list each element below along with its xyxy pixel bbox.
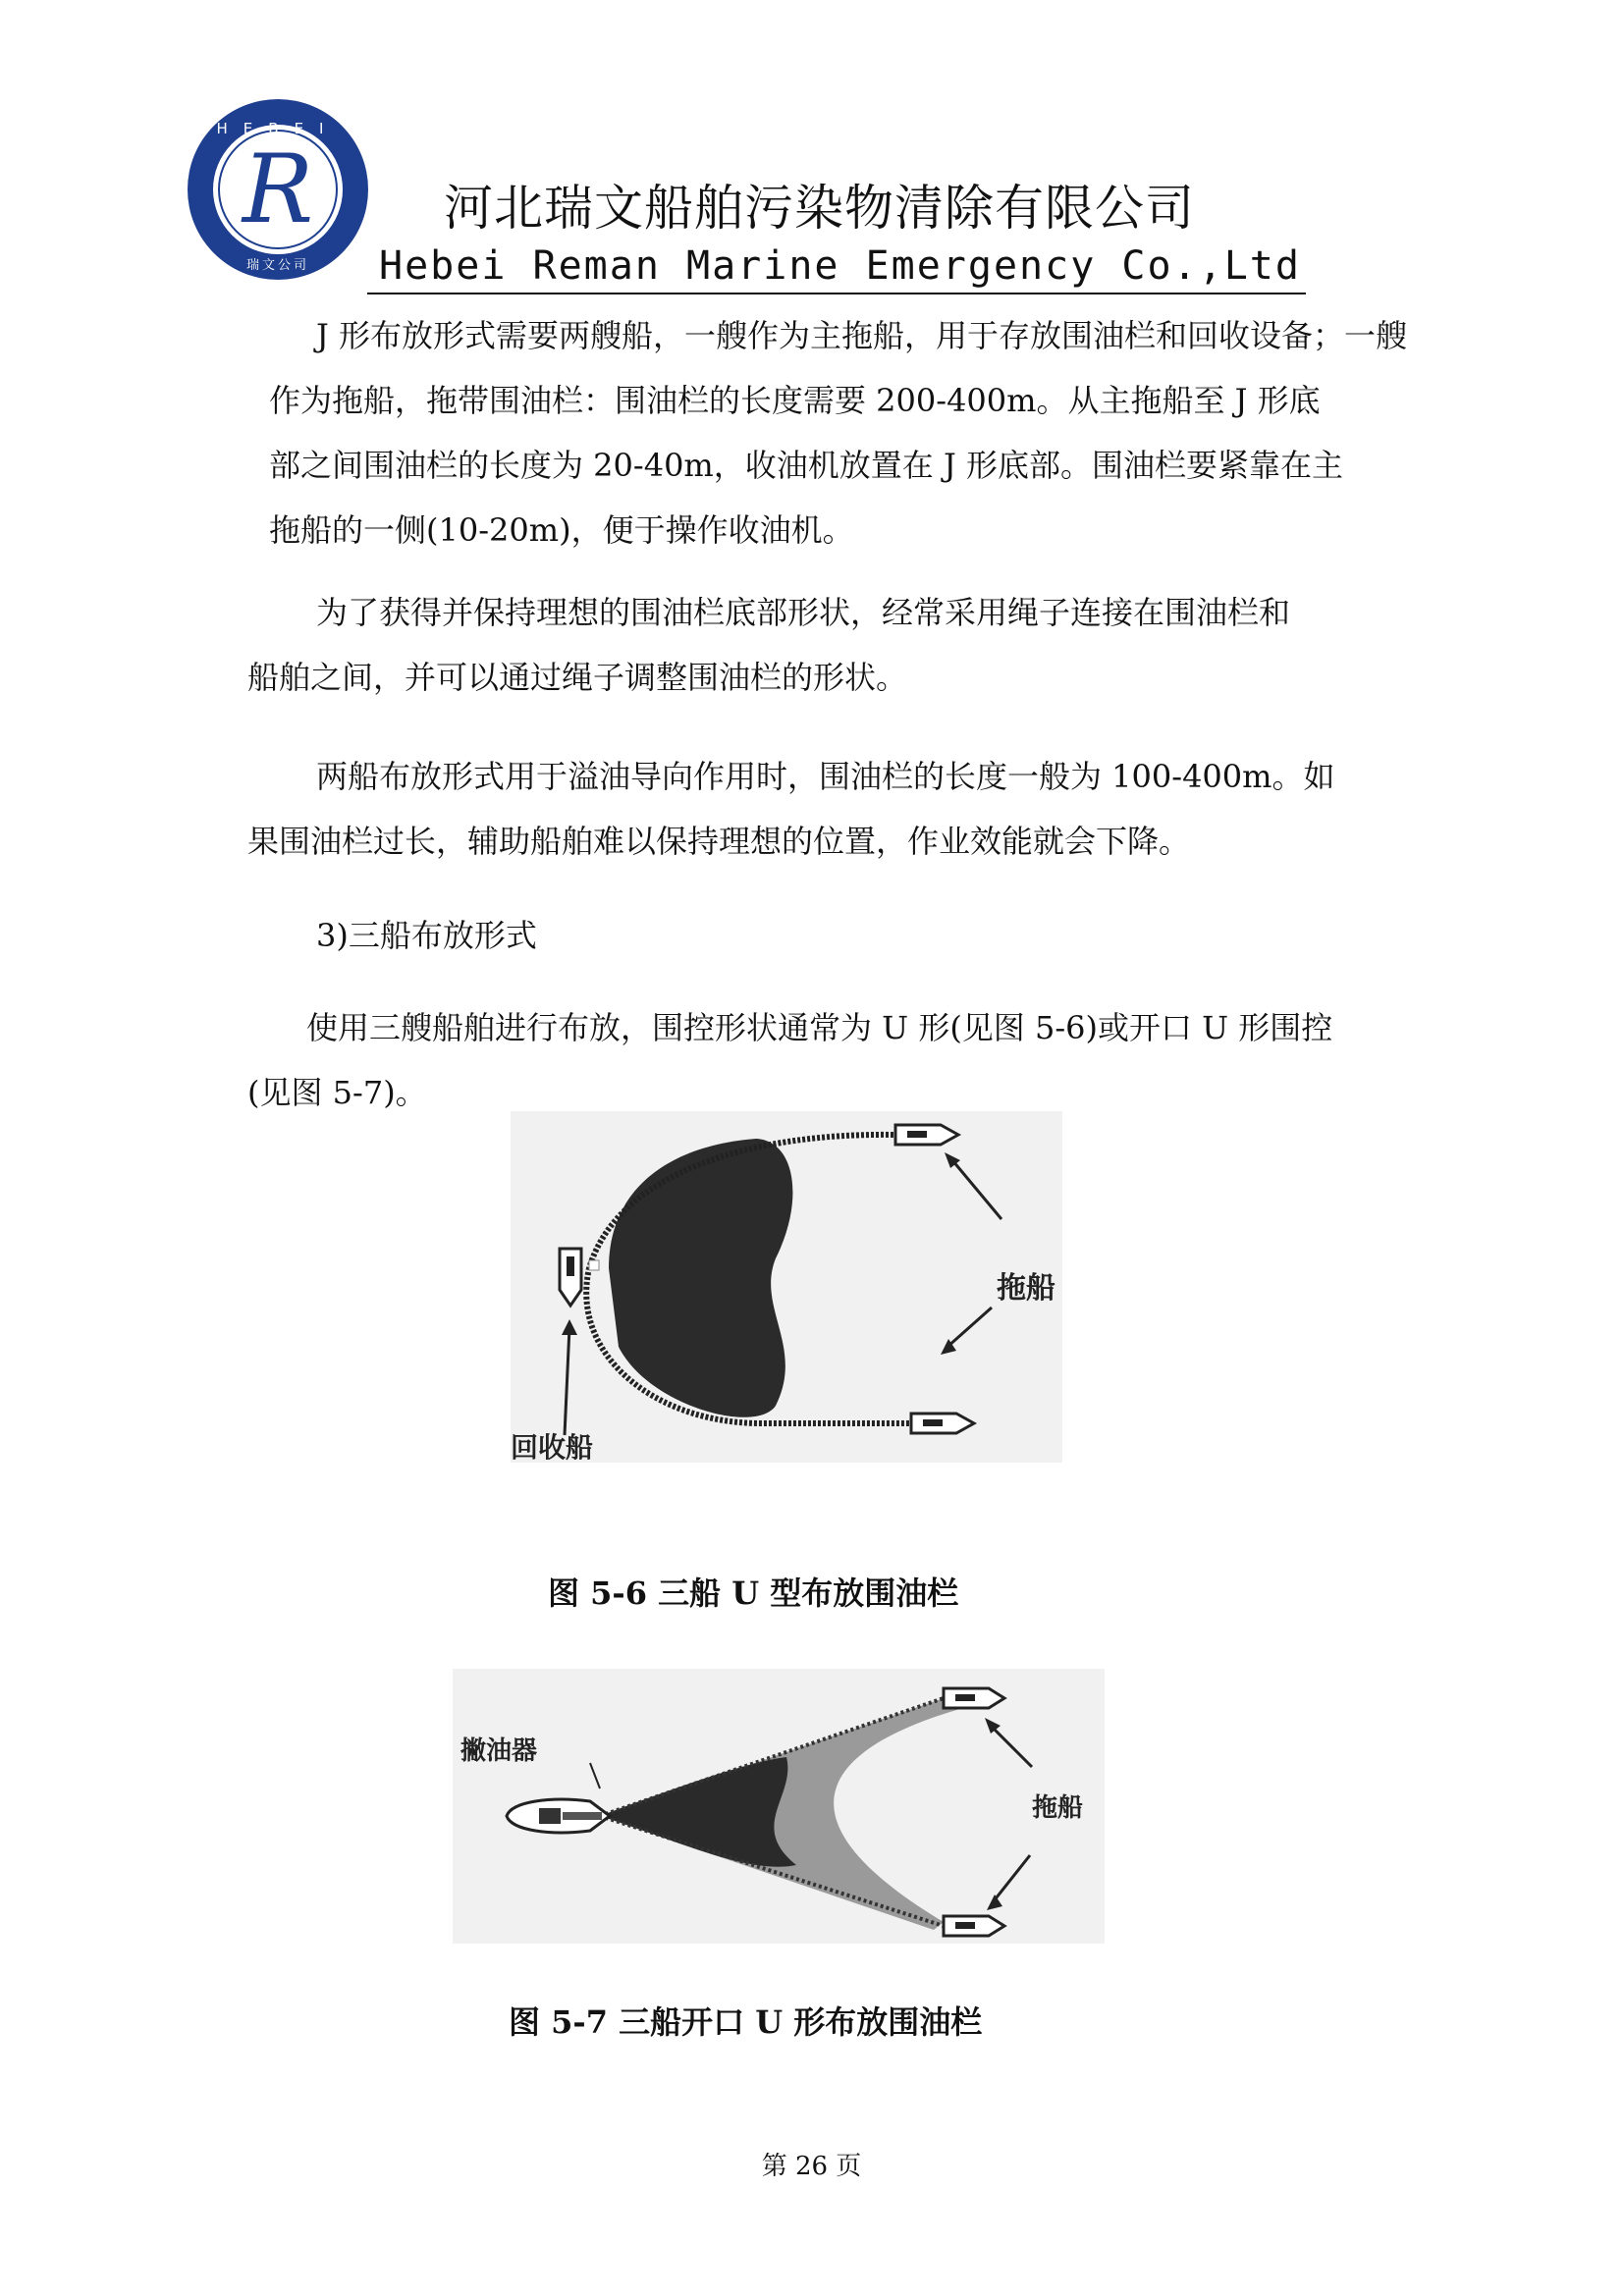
label-tug: 拖船 (997, 1271, 1055, 1306)
header-rule (367, 293, 1306, 294)
text-line: 为了获得并保持理想的围油栏底部形状，经常采用绳子连接在围油栏和 (316, 594, 1291, 631)
paragraph-two-ship (247, 744, 1396, 874)
label-recovery-vessel: 回收船 (511, 1431, 594, 1463)
tug-boat-icon (944, 1916, 1004, 1936)
text-line: (见图 5-7)。 (247, 1074, 427, 1111)
logo-monogram: R (242, 134, 314, 244)
tug-boat-icon (944, 1688, 1004, 1708)
text-line: 两船布放形式用于溢油导向作用时，围油栏的长度一般为 100-400m。如 (316, 758, 1335, 795)
arrow-icon (991, 1726, 1032, 1767)
text-line: 部之间围油栏的长度为 20-40m，收油机放置在 J 形底部。围油栏要紧靠在主 (269, 447, 1343, 484)
paragraph-j-deployment (247, 303, 1408, 562)
company-name-en: Hebei Reman Marine Emergency Co.,Ltd (379, 243, 1301, 289)
arrow-icon (993, 1855, 1030, 1902)
text-line: 船舶之间，并可以通过绳子调整围油栏的形状。 (247, 659, 908, 696)
logo-ring-text: HEBEI (216, 120, 340, 137)
paragraph-rope-adjust (247, 580, 1396, 710)
tug-boat-icon (911, 1414, 974, 1433)
arrow-icon (565, 1327, 569, 1435)
page-number: 第 26 页 (761, 2152, 862, 2181)
label-skimmer: 撇油器 (460, 1736, 538, 1766)
text-line: 使用三艘船舶进行布放，围控形状通常为 U 形(见图 5-6)或开口 U 形围控 (306, 1009, 1333, 1046)
tug-boat-icon (895, 1125, 958, 1145)
u-boom-diagram (511, 1111, 1062, 1463)
recovery-vessel-icon (560, 1249, 599, 1306)
text-line: 作为拖船，拖带围油栏：围油栏的长度需要 200-400m。从主拖船至 J 形底 (269, 382, 1321, 419)
arrow-icon (952, 1160, 1001, 1219)
logo-ring-bottom-text: 瑞文公司 (245, 258, 310, 273)
arrow-icon (947, 1308, 992, 1347)
section-heading: 3)三船布放形式 (316, 917, 537, 954)
text-line: 果围油栏过长，辅助船舶难以保持理想的位置，作业效能就会下降。 (247, 823, 1191, 860)
text-line: 拖船的一侧(10-20m)，便于操作收油机。 (269, 511, 854, 549)
figure-u-boom (511, 1111, 1062, 1463)
label-tug: 拖船 (1032, 1793, 1084, 1823)
company-logo (185, 96, 371, 283)
paragraph-three-ship (247, 995, 1396, 1125)
figure-caption: 图 5-6 三船 U 型布放围油栏 (548, 1575, 959, 1612)
figure-caption: 图 5-7 三船开口 U 形布放围油栏 (509, 2003, 983, 2041)
text-line: J 形布放形式需要两艘船，一艘作为主拖船，用于存放围油栏和回收设备；一艘 (316, 317, 1408, 354)
open-u-boom-diagram (453, 1669, 1105, 1944)
skimmer-vessel-icon (507, 1799, 610, 1833)
figure-open-u-boom (453, 1669, 1105, 1944)
company-name-cn: 河北瑞文船舶污染物清除有限公司 (444, 180, 1195, 237)
arrow-icon (590, 1763, 600, 1789)
